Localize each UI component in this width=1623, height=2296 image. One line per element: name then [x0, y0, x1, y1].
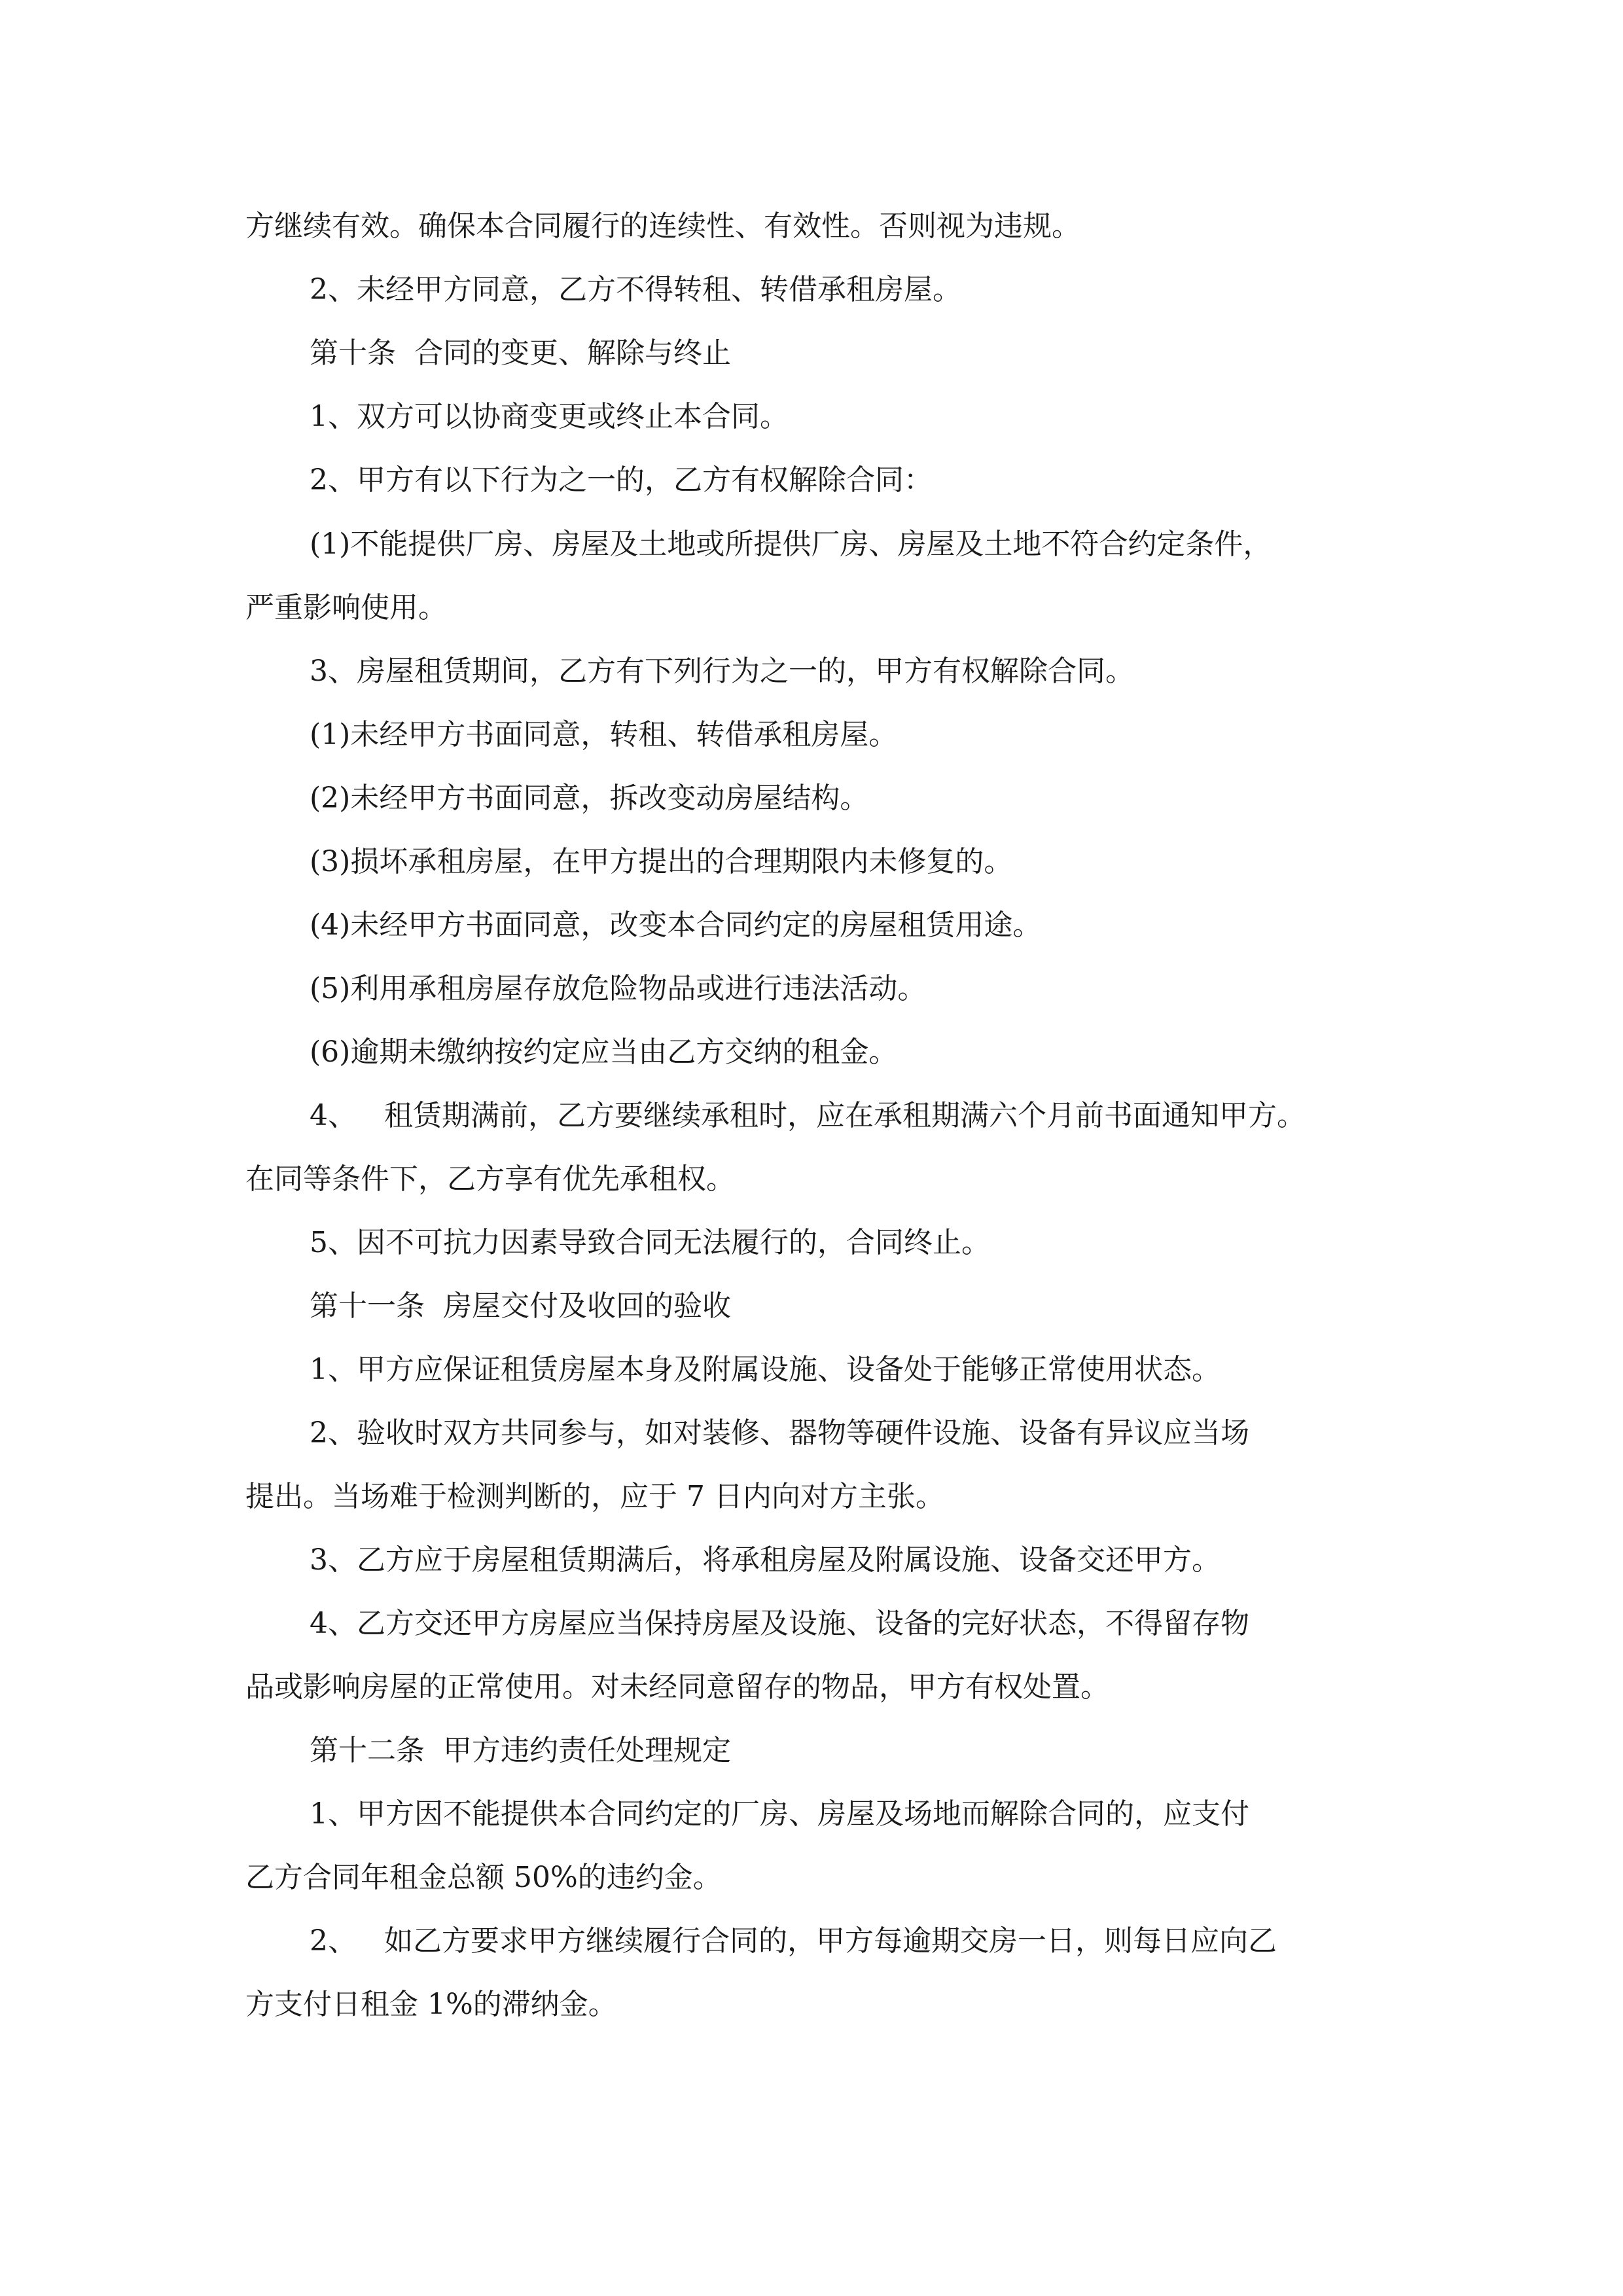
- text-line: 在同等条件下，乙方享有优先承租权。: [245, 1162, 735, 1196]
- text-line: (5)利用承租房屋存放危险物品或进行违法活动。: [310, 972, 927, 1005]
- text-line: (1)未经甲方书面同意，转租、转借承租房屋。: [310, 718, 898, 751]
- text-line: 严重影响使用。: [245, 591, 447, 624]
- text-line: (3)损坏承租房屋，在甲方提出的合理期限内未修复的。: [310, 845, 1013, 878]
- text-line: 乙方合同年租金总额 50%的违约金。: [245, 1861, 722, 1894]
- text-line: 品或影响房屋的正常使用。对未经同意留存的物品，甲方有权处置。: [245, 1670, 1109, 1704]
- section-heading: 第十二条 甲方违约责任处理规定: [310, 1734, 731, 1767]
- text-line: 3、乙方应于房屋租赁期满后，将承租房屋及附属设施、设备交还甲方。: [310, 1543, 1221, 1577]
- text-line: 3、房屋租赁期间，乙方有下列行为之一的，甲方有权解除合同。: [310, 655, 1134, 688]
- text-line: 1、甲方应保证租赁房屋本身及附属设施、设备处于能够正常使用状态。: [310, 1353, 1221, 1386]
- text-line: 1、甲方因不能提供本合同约定的厂房、房屋及场地而解除合同的，应支付: [310, 1797, 1249, 1831]
- text-line: 提出。当场难于检测判断的，应于 7 日内向对方主张。: [245, 1480, 944, 1513]
- text-line: 2、 如乙方要求甲方继续履行合同的，甲方每逾期交房一日，则每日应向乙: [310, 1924, 1277, 1958]
- text-line: 2、验收时双方共同参与，如对装修、器物等硬件设施、设备有异议应当场: [310, 1416, 1249, 1450]
- section-heading: 第十条 合同的变更、解除与终止: [310, 336, 731, 370]
- section-heading: 第十一条 房屋交付及收回的验收: [310, 1289, 731, 1323]
- text-line: 2、甲方有以下行为之一的，乙方有权解除合同：: [310, 463, 933, 497]
- text-line: (6)逾期未缴纳按约定应当由乙方交纳的租金。: [310, 1035, 898, 1069]
- text-line: 2、未经甲方同意，乙方不得转租、转借承租房屋。: [310, 273, 961, 306]
- text-line: 方支付日租金 1%的滞纳金。: [245, 1988, 617, 2021]
- text-line: (1)不能提供厂房、房屋及土地或所提供厂房、房屋及土地不符合约定条件，: [310, 528, 1272, 561]
- text-line: 4、 租赁期满前，乙方要继续承租时，应在承租期满六个月前书面通知甲方。: [310, 1099, 1306, 1132]
- text-line: 5、因不可抗力因素导致合同无法履行的，合同终止。: [310, 1226, 990, 1259]
- text-line: (4)未经甲方书面同意，改变本合同约定的房屋租赁用途。: [310, 908, 1042, 942]
- text-line: (2)未经甲方书面同意，拆改变动房屋结构。: [310, 781, 869, 815]
- text-line: 1、双方可以协商变更或终止本合同。: [310, 400, 789, 433]
- text-line: 4、乙方交还甲方房屋应当保持房屋及设施、设备的完好状态，不得留存物: [310, 1607, 1249, 1640]
- text-line: 方继续有效。确保本合同履行的连续性、有效性。否则视为违规。: [245, 209, 1080, 243]
